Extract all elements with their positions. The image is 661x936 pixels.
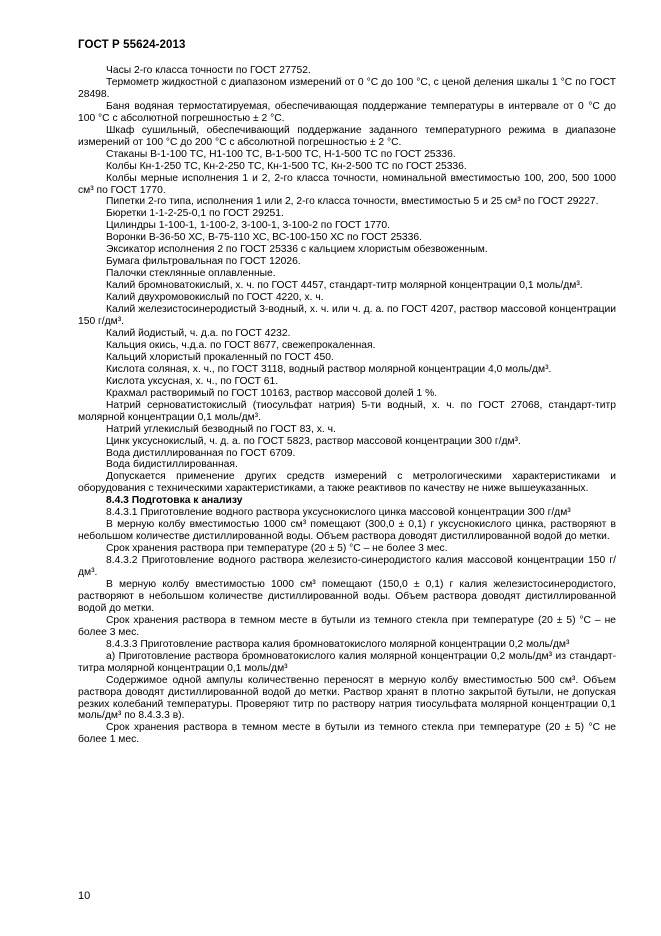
paragraph: Крахмал растворимый по ГОСТ 10163, раствор массовой долей 1 %. (106, 387, 438, 399)
paragraph: Цилиндры 1-100-1, 1-100-2, 3-100-1, 3-100-2 по ГОСТ 1770. (106, 220, 390, 232)
paragraph: Срок хранения раствора в темном месте в бутыли из темного стекла при температуре (20 ± 5) °С – не более 3 мес. (78, 614, 616, 638)
paragraph: Колбы мерные исполнения 1 и 2, 2-го класса точности, номинальной вместимостью 100, 200, 500 1000 см³ по ГОСТ 1770. (78, 172, 616, 196)
paragraph: Допускается применение других средств измерений с метрологическими характеристиками и оборудования с техническими характеристиками, а также реактивов по качеству не ниже вышеуказанных. (78, 471, 616, 495)
paragraph: а) Приготовление раствора бромноватокислого калия молярной концентрации 0,2 моль/дм³ из стандарт-титра молярной концентрации 0,1 моль/дм³ (78, 650, 616, 674)
paragraph: В мерную колбу вместимостью 1000 см³ помещают (300,0 ± 0,1) г уксуснокислого цинка, растворяют в небольшом количестве дистиллированной воды. Объем раствора доводят дистиллированной водой до метки. (78, 519, 616, 543)
paragraph: Кислота уксусная, х. ч., по ГОСТ 61. (106, 375, 279, 387)
document-body (78, 65, 616, 746)
paragraph: Цинк уксуснокислый, ч. д. а. по ГОСТ 5823, раствор массовой концентрации 300 г/дм³. (106, 435, 521, 447)
paragraph: Баня водяная термостатируемая, обеспечивающая поддержание температуры в интервале от 0 °С до 100 °С с абсолютной погрешностью ± 2 °С. (78, 100, 616, 124)
paragraph: Воронки В-36-50 ХС, В-75-110 ХС, ВС-100-150 ХС по ГОСТ 25336. (106, 232, 422, 244)
document-header: ГОСТ Р 55624-2013 (78, 39, 186, 51)
paragraph: Калий двухромовокислый по ГОСТ 4220, х. ч. (106, 292, 324, 304)
paragraph: Эксикатор исполнения 2 по ГОСТ 25336 с кальцием хлористым обезвоженным. (106, 244, 488, 256)
paragraph: Стаканы В-1-100 ТС, Н1-100 ТС, В-1-500 ТС, Н-1-500 ТС по ГОСТ 25336. (106, 148, 456, 160)
paragraph: Калий йодистый, ч. д.а. по ГОСТ 4232. (106, 327, 291, 339)
paragraph: Кислота соляная, х. ч., по ГОСТ 3118, водный раствор молярной концентрации 4,0 моль/дм³. (106, 363, 552, 375)
paragraph: Пипетки 2-го типа, исполнения 1 или 2, 2-го класса точности, вместимостью 5 и 25 см³ по ГОСТ 29227. (106, 196, 599, 208)
paragraph: Калий бромноватокислый, х. ч. по ГОСТ 4457, стандарт-титр молярной концентрации 0,1 моль/дм³. (106, 280, 583, 292)
paragraph: Содержимое одной ампулы количественно переносят в мерную колбу вместимостью 500 см³. Объем раствора доводят дистиллированной водой до метки. Раствор хранят в плотно закрытой бутыли, не допуская резких колебаний температуры. Проверяют титр по раствору натрия тиосульфата молярной концентрации 0,1 моль/дм³ по 8.4.3.3 в). (78, 674, 616, 722)
paragraph: Вода дистиллированная по ГОСТ 6709. (106, 447, 296, 459)
paragraph: Бумага фильтровальная по ГОСТ 12026. (106, 256, 301, 268)
paragraph: Натрий серноватистокислый (тиосульфат натрия) 5-ти водный, х. ч. по ГОСТ 27068, стандарт-титр молярной концентрации 0,1 моль/дм³. (78, 399, 616, 423)
section-heading: 8.4.3 Подготовка к анализу (106, 495, 243, 507)
paragraph: Палочки стеклянные оплавленные. (106, 268, 276, 280)
paragraph: Кальций хлористый прокаленный по ГОСТ 450. (106, 351, 334, 363)
paragraph: Часы 2-го класса точности по ГОСТ 27752. (106, 65, 311, 76)
paragraph: Термометр жидкостной с диапазоном измерений от 0 °С до 100 °С, с ценой деления шкалы 1 °С по ГОСТ 28498. (78, 76, 616, 100)
paragraph: Кальция окись, ч.д.а. по ГОСТ 8677, свежепрокаленная. (106, 339, 376, 351)
paragraph: Шкаф сушильный, обеспечивающий поддержание заданного температурного режима в диапазоне измерений от 100 °С до 200 °С с абсолютной погрешностью ± 2 °С. (78, 124, 616, 148)
paragraph: Колбы Кн-1-250 ТС, Кн-2-250 ТС, Кн-1-500 ТС, Кн-2-500 ТС по ГОСТ 25336. (106, 160, 467, 172)
paragraph: Натрий углекислый безводный по ГОСТ 83, х. ч. (106, 423, 336, 435)
paragraph: Бюретки 1-1-2-25-0,1 по ГОСТ 29251. (106, 208, 284, 220)
paragraph: Вода бидистиллированная. (106, 459, 238, 471)
subsection-heading: 8.4.3.1 Приготовление водного раствора уксуснокислого цинка массовой концентрации 300 г/дм³ (106, 507, 571, 519)
paragraph: В мерную колбу вместимостью 1000 см³ помещают (150,0 ± 0,1) г калия железистосинеродистого, растворяют в небольшом количестве дистиллированной воды. Объем раствора доводят дистиллированной водой до метки. (78, 578, 616, 614)
page-number: 10 (78, 890, 91, 902)
subsection-heading: 8.4.3.2 Приготовление водного раствора железисто-синеродистого калия массовой концентрации 150 г/дм³. (78, 555, 616, 579)
paragraph: Срок хранения раствора при температуре (20 ± 5) °С – не более 3 мес. (106, 543, 448, 555)
paragraph: Калий железистосинеродистый 3-водный, х. ч. или ч. д. а. по ГОСТ 4207, раствор массовой концентрации 150 г/дм³. (78, 304, 616, 328)
subsection-heading: 8.4.3.3 Приготовление раствора калия бромноватокислого молярной концентрации 0,2 моль/дм³ (106, 638, 570, 650)
paragraph: Срок хранения раствора в темном месте в бутыли из темного стекла при температуре (20 ± 5) °С не более 1 мес. (78, 722, 616, 746)
